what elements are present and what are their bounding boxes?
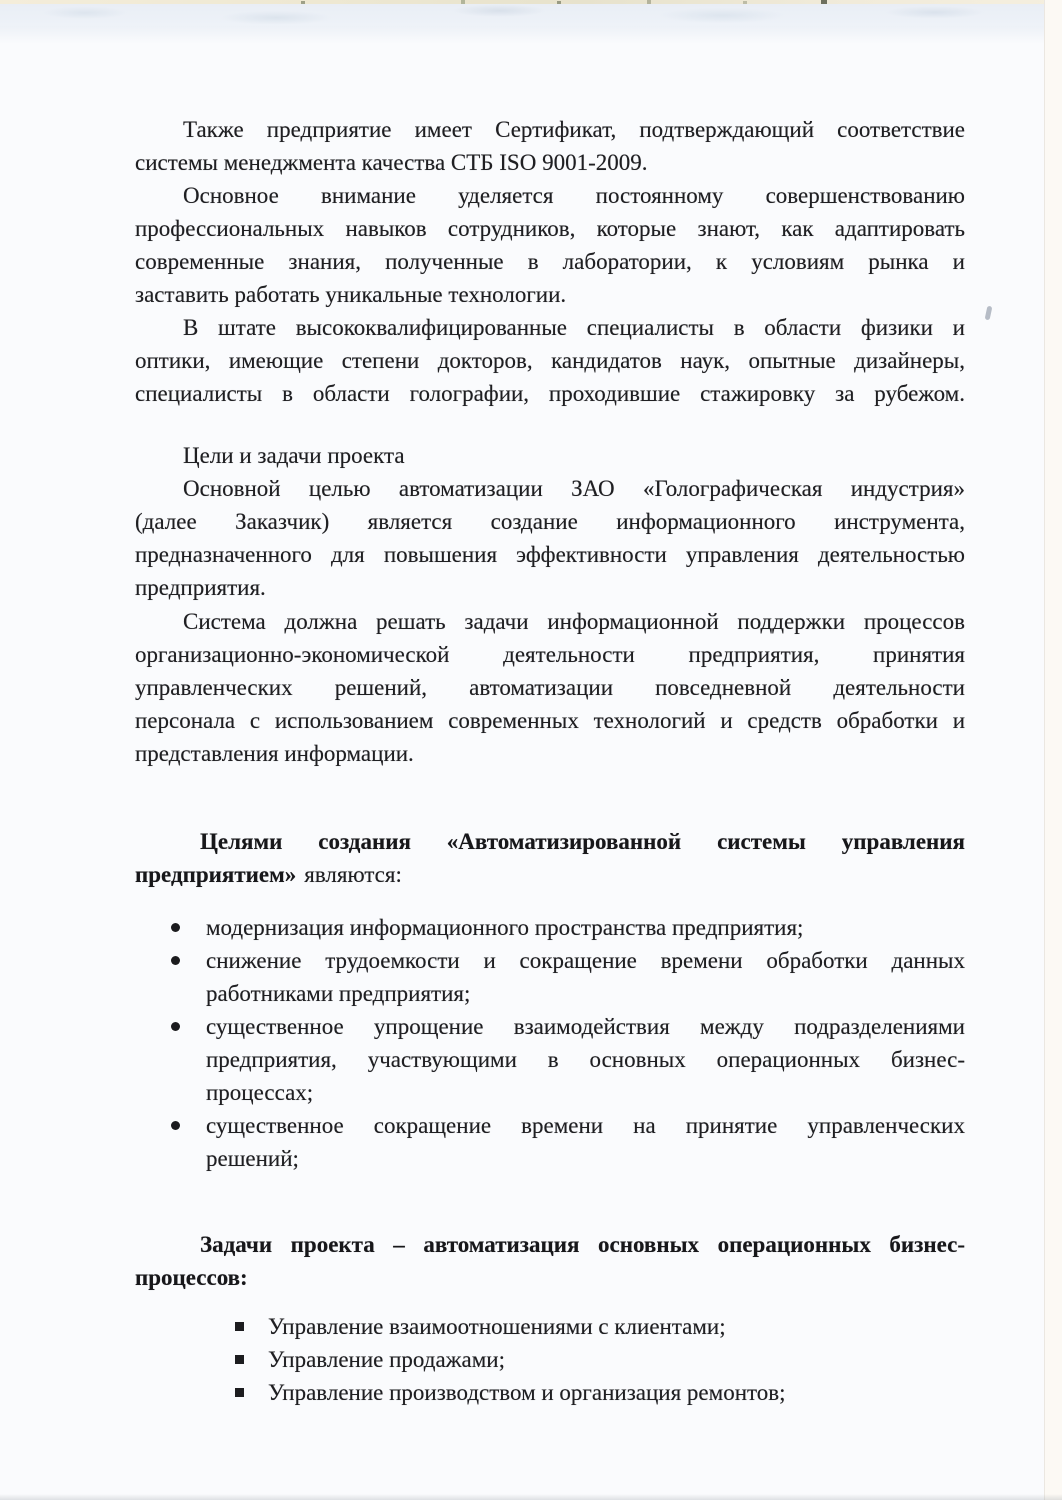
list-item — [135, 1310, 965, 1343]
text-line: В штате высококвалифицированные специалисты в области физики и — [183, 315, 965, 340]
bullet-square-icon — [235, 1355, 244, 1364]
heading-line: Целями создания «Автоматизированной системы управления — [200, 829, 965, 854]
text-line: существенное упрощение взаимодействия между подразделениями — [206, 1014, 965, 1039]
heading-line: Цели и задачи проекта — [183, 443, 405, 468]
text-line: организационно-экономической деятельности предприятия, принятия — [135, 642, 965, 667]
bullet-square-icon — [235, 1388, 244, 1397]
heading-regular-part: являются: — [304, 862, 402, 887]
text-line: представления информации. — [135, 741, 414, 766]
scan-right-edge — [1044, 0, 1062, 1500]
heading-line: процессов: — [135, 1265, 248, 1290]
text-line: Управление производством и организация ремонтов; — [268, 1380, 786, 1405]
scan-top-fade — [0, 26, 1062, 44]
list-item — [135, 1109, 965, 1175]
paragraph-specialists — [135, 311, 965, 410]
text-line: Основное внимание уделяется постоянному совершенствованию — [183, 183, 965, 208]
heading-line — [135, 858, 965, 891]
text-line: Система должна решать задачи информационной поддержки процессов — [183, 609, 965, 634]
text-line: специалисты в области голографии, проходившие стажировку за рубежом. — [135, 381, 965, 406]
bullet-dot-icon — [171, 956, 180, 965]
heading-project-tasks — [135, 1228, 965, 1294]
section-heading-goals-tasks — [135, 439, 965, 472]
text-line: существенное сокращение времени на принятие управленческих — [206, 1113, 965, 1138]
text-line: оптики, имеющие степени докторов, кандидатов наук, опытные дизайнеры, — [135, 348, 965, 373]
text-line: предприятия. — [135, 575, 266, 600]
bullet-dot-icon — [171, 923, 180, 932]
text-line: персонала с использованием современных технологий и средств обработки и — [135, 708, 965, 733]
text-line: модернизация информационного пространства предприятия; — [206, 915, 804, 940]
bullet-dot-icon — [171, 1022, 180, 1031]
text-line: предназначенного для повышения эффективности управления деятельностью — [135, 542, 965, 567]
bullet-dot-icon — [171, 1121, 180, 1130]
list-item — [135, 944, 965, 1010]
scan-bottom-edge — [0, 1494, 1062, 1500]
scan-top-band — [0, 4, 1062, 26]
text-line: современные знания, полученные в лаборатории, к условиям рынка и — [135, 249, 965, 274]
text-line: Основной целью автоматизации ЗАО «Голографическая индустрия» — [183, 476, 965, 501]
list-item — [135, 1010, 965, 1109]
paragraph-main-goal — [135, 472, 965, 604]
heading-line: Задачи проекта – автоматизация основных операционных бизнес- — [200, 1232, 965, 1257]
text-line: решений; — [206, 1146, 299, 1171]
heading-bold-part: предприятием» — [135, 862, 297, 887]
scan-stray-mark — [985, 306, 993, 321]
tasks-list — [135, 1310, 965, 1409]
text-line: управленческих решений, автоматизации повседневной деятельности — [135, 675, 965, 700]
list-item — [135, 1343, 965, 1376]
text-line: предприятия, участвующими в основных операционных бизнес- — [206, 1047, 965, 1072]
text-line: процессах; — [206, 1080, 314, 1105]
text-line: Управление взаимоотношениями с клиентами; — [268, 1314, 726, 1339]
text-line: системы менеджмента качества СТБ ISO 9001-2009. — [135, 150, 648, 175]
text-line: снижение трудоемкости и сокращение времени обработки данных — [206, 948, 965, 973]
list-item — [135, 911, 965, 944]
heading-creation-goals — [135, 825, 965, 891]
text-line: Управление продажами; — [268, 1347, 506, 1372]
scan-speckles — [0, 1, 2, 3]
text-line: заставить работать уникальные технологии. — [135, 282, 567, 307]
text-line: Также предприятие имеет Сертификат, подтверждающий соответствие — [183, 117, 965, 142]
text-line: профессиональных навыков сотрудников, которые знают, как адаптировать — [135, 216, 965, 241]
paragraph-certificate — [135, 113, 965, 179]
list-item — [135, 1376, 965, 1409]
text-line: (далее Заказчик) является создание информационного инструмента, — [135, 509, 965, 534]
paragraph-system-purpose — [135, 605, 965, 770]
paragraph-staff-skills — [135, 179, 965, 311]
bullet-square-icon — [235, 1322, 244, 1331]
text-line: работниками предприятия; — [206, 981, 471, 1006]
